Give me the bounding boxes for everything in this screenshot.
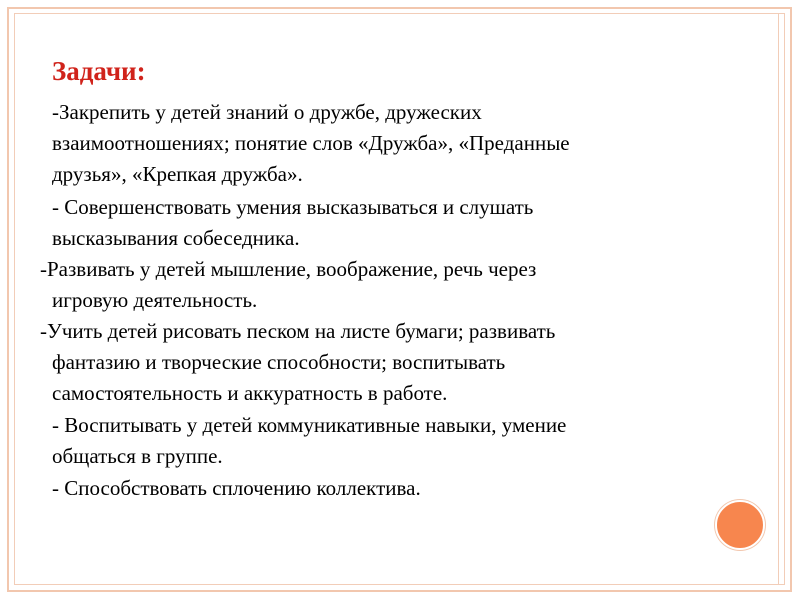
text-line: фантазию и творческие способности; воспитывать (52, 350, 506, 374)
text-line: -Закрепить у детей знаний о дружбе, дружеских (52, 100, 482, 124)
slide-title: Задачи: (52, 56, 146, 86)
text-line: - Воспитывать у детей коммуникативные навыки, умение (52, 413, 567, 437)
text-line: - Совершенствовать умения высказываться и слушать (52, 195, 534, 219)
text-line: самостоятельность и аккуратность в работе. (52, 381, 448, 405)
text-line: взаимоотношениях; понятие слов «Дружба», «Преданные (52, 131, 570, 155)
text-line: высказывания собеседника. (52, 226, 300, 250)
slide-frame-right-line (778, 13, 779, 585)
text-line: общаться в группе. (52, 444, 223, 468)
text-line: -Учить детей рисовать песком на листе бумаги; развивать (40, 319, 556, 343)
text-line: игровую деятельность. (52, 288, 258, 312)
text-line: друзья», «Крепкая дружба». (52, 162, 303, 186)
text-line: -Развивать у детей мышление, воображение, речь через (40, 257, 537, 281)
decorative-circle (715, 500, 765, 550)
text-line: - Способствовать сплочению коллектива. (52, 476, 421, 500)
